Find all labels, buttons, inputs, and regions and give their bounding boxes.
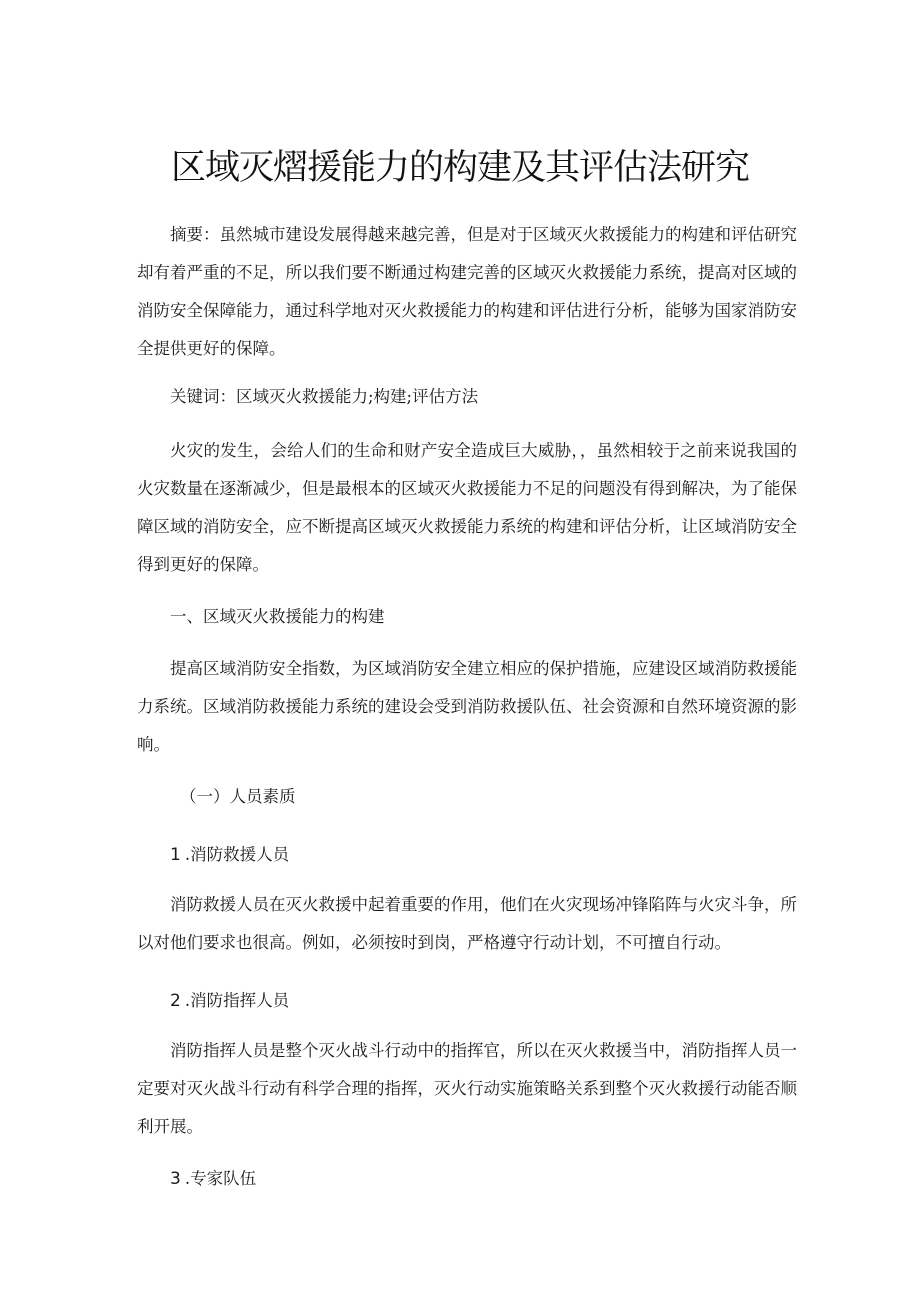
item-label: .消防救援人员	[184, 845, 290, 864]
item-label: .消防指挥人员	[184, 991, 290, 1010]
subsection-heading: （一）人员素质	[180, 787, 296, 806]
intro-paragraph: 火灾的发生，会给人们的生命和财产安全造成巨大威胁，，虽然相较于之前来说我国的火灾数量在逐渐减少，但是最根本的区域灭火救援能力不足的问题没有得到解决，为了能保障区域的消防安全，应不断提高区域灭火救援能力系统的构建和评估分析，让区域消防安全得到更好的保障。	[137, 441, 797, 574]
item-heading	[170, 836, 289, 874]
section-paragraph: 提高区域消防安全指数，为区域消防安全建立相应的保护措施，应建设区域消防救援能力系统。区域消防救援能力系统的建设会受到消防救援队伍、社会资源和自然环境资源的影响。	[137, 659, 797, 754]
item-heading	[170, 982, 289, 1020]
item-paragraph: 消防救援人员在灭火救援中起着重要的作用，他们在火灾现场冲锋陷阵与火灾斗争，所以对他们要求也很高。例如，必须按时到岗，严格遵守行动计划，不可擅自行动。	[137, 895, 797, 952]
item-heading	[170, 1160, 256, 1198]
item-number: 1	[170, 845, 181, 865]
section-heading: 一、区域灭火救援能力的构建	[170, 607, 385, 626]
item-paragraph: 消防指挥人员是整个灭火战斗行动中的指挥官，所以在灭火救援当中，消防指挥人员一定要对灭火战斗行动有科学合理的指挥，灭火行动实施策略关系到整个灭火救援行动能否顺利开展。	[137, 1041, 797, 1136]
item-number: 3	[170, 1169, 181, 1189]
keywords-line: 关键词：区域灭火救援能力;构建;评估方法	[170, 387, 479, 406]
document-title: 区域灭熠援能力的构建及其评估法研究	[170, 148, 749, 188]
item-label: .专家队伍	[184, 1169, 257, 1188]
item-number: 2	[170, 991, 181, 1011]
abstract-paragraph: 摘要：虽然城市建设发展得越来越完善，但是对于区域灭火救援能力的构建和评估研究却有着严重的不足，所以我们要不断通过构建完善的区域灭火救援能力系统，提高对区域的消防安全保障能力，通过科学地对灭火救援能力的构建和评估进行分析，能够为国家消防安全提供更好的保障。	[137, 225, 797, 358]
